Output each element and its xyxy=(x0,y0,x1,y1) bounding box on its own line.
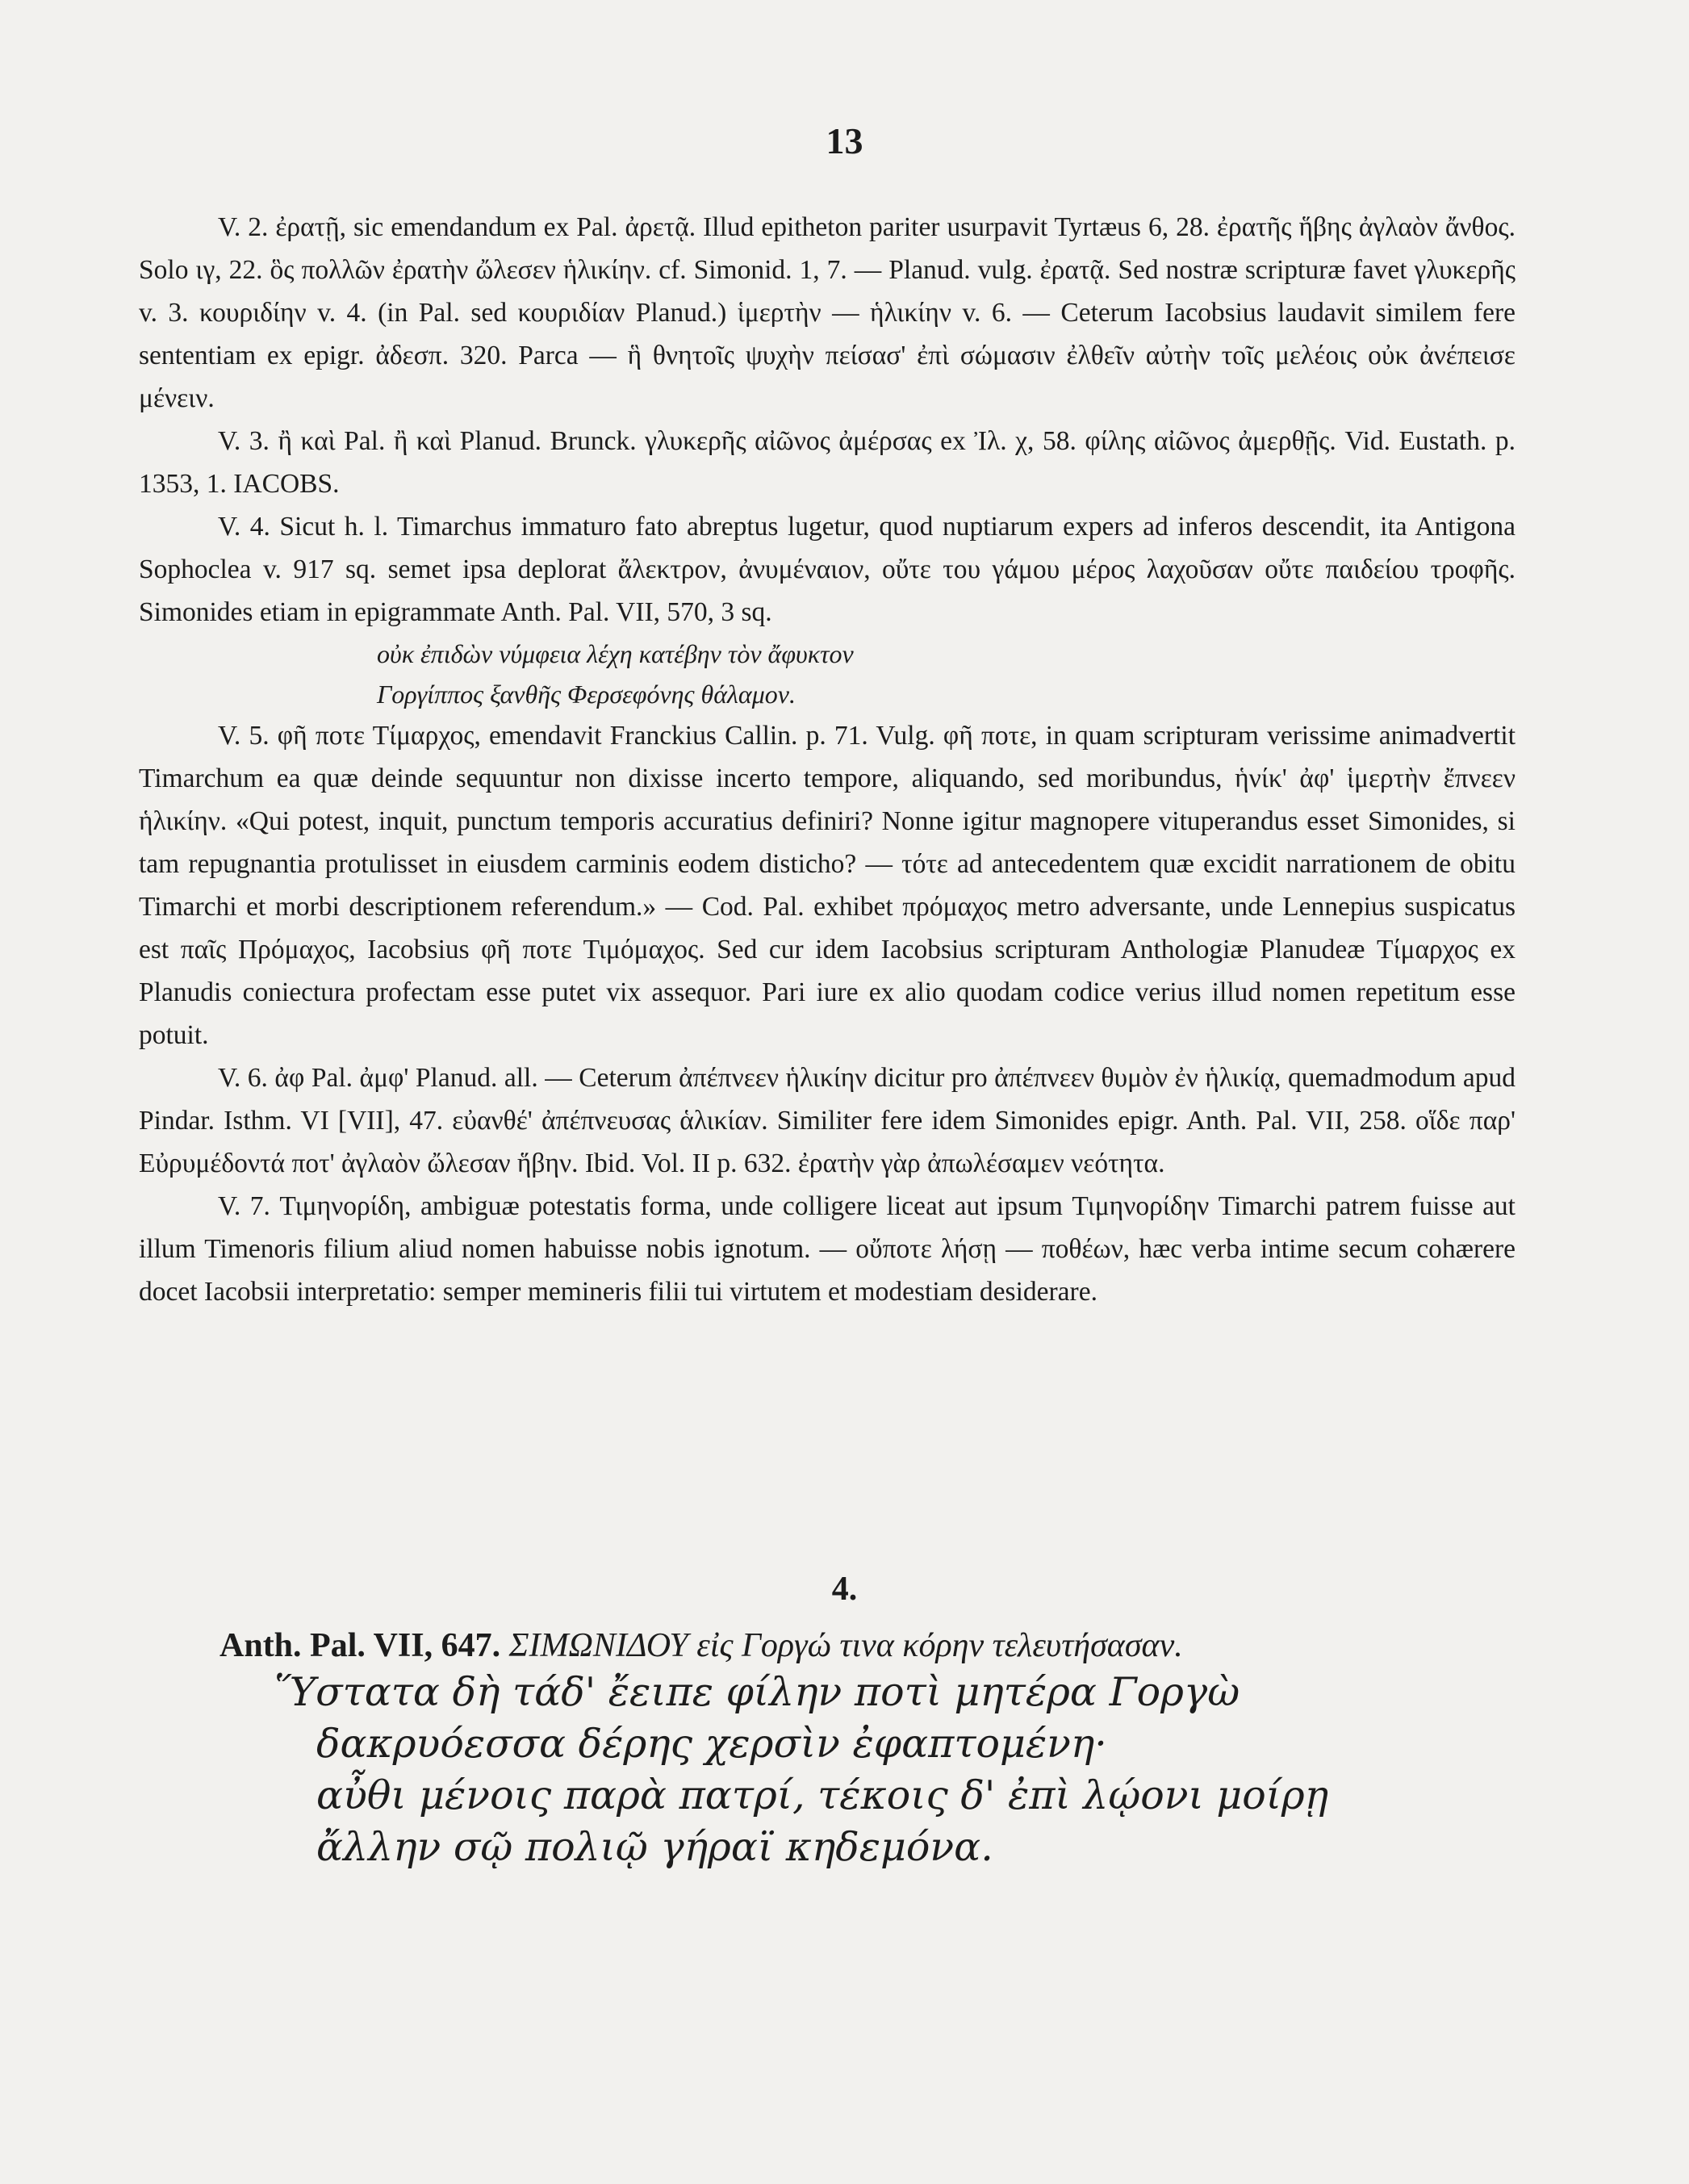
note-v2: V. 2. ἐρατῇ, sic emendandum ex Pal. ἀρετᾷ. Illud epitheton pariter usurpavit Tyrtæus 6, 28. ἐρατῆς ἥβης ἀγλαὸν ἄνθος. Solo ιγ, 22. ὃς πολλῶν ἐρατὴν ὤλεσεν ἡλικίην. cf. Simonid. 1, 7. — Planud. vulg. ἐρατᾷ. Sed nostræ scripturæ favet γλυκερῆς v. 3. κουριδίην v. 4. (in Pal. sed κουριδίαν Planud.) ἱμερτὴν — ἡλικίην v. 6. — Ceterum Iacobsius laudavit similem fere sententiam ex epigr. ἀδεσπ. 320. Parca — ἣ θνητοῖς ψυχὴν πείσασ' ἐπὶ σώμασιν ἐλθεῖν αὐτὴν τοῖς μελέοις οὐκ ἀνέπεισε μένειν. xyxy=(139,212,1516,413)
epigram-number: 4. xyxy=(831,1571,858,1608)
epigram-title: ΣΙΜΩΝΙΔΟΥ εἰς Γοργώ τινα κόρην τελευτήσασαν. xyxy=(508,1627,1183,1664)
note-v7: V. 7. Τιμηνορίδη, ambiguæ potestatis forma, unde colligere liceat aut ipsum Τιμηνορίδην Timarchi patrem fuisse aut illum Timenoris filium aliud nomen habuisse nobis ignotum. — οὔποτε λήσῃ — ποθέων, hæc verba intime secum cohærere docet Iacobsii interpretatio: semper memineris filii tui virtutem et modestiam desiderare. xyxy=(139,1191,1516,1307)
note-v4: V. 4. Sicut h. l. Timarchus immaturo fato abreptus lugetur, quod nuptiarum expers ad inferos descendit, ita Antigona Sophoclea v. 917 sq. semet ipsa deplorat ἄλεκτρον, ἀνυμέναιον, οὔτε του γάμου μέρος λαχοῦσαν οὔτε παιδείου τροφῆς. Simonides etiam in epigrammate Anth. Pal. VII, 570, 3 sq. xyxy=(139,512,1516,627)
verse-line: αὖθι μένοις παρὰ πατρί, τέκοις δ' ἐπὶ λῴονι μοίρῃ xyxy=(316,1772,1329,1818)
epigram-heading xyxy=(219,1626,1511,1665)
verse-line: ἄλλην σῷ πολιῷ γήραϊ κηδεμόνα. xyxy=(316,1824,993,1870)
note-v5: V. 5. φῆ ποτε Τίμαρχος, emendavit Franckius Callin. p. 71. Vulg. φῆ ποτε, in quam scripturam verissime animadvertit Timarchum ea quæ deinde sequuntur non dixisse incerto tempore, aliquando, sed moribundus, ἡνίκ' ἀφ' ἱμερτὴν ἔπνεεν ἡλικίην. «Qui potest, inquit, punctum temporis accuratius definiri? Nonne igitur magnopere vituperandus esset Simonides, si tam repugnantia protulisset in eiusdem carminis eodem disticho? — τότε ad antecedentem quæ excidit narrationem de obitu Timarchi et morbi descriptionem referendum.» — Cod. Pal. exhibet πρόμαχος metro adversante, unde Lennepius suspicatus est παῖς Πρόμαχος, Iacobsius φῆ ποτε Τιμόμαχος. Sed cur idem Iacobsius scripturam Anthologiæ Planudeæ Τίμαρχος ex Planudis coniectura profectam esse putet vix assequor. Pari iure ex alio quodam codice verius illud nomen repetitum esse potuit. xyxy=(139,721,1516,1050)
verse-line: Ὕστατα δὴ τάδ' ἔειπε φίλην ποτὶ μητέρα Γοργὼ xyxy=(274,1669,1240,1715)
quote-line: Γοργίππος ξανθῆς Φερσεφόνης θάλαμον. xyxy=(377,680,796,709)
commentary xyxy=(139,206,1516,1313)
verse-line: δακρυόεσσα δέρης χερσὶν ἐφαπτομένη· xyxy=(316,1721,1107,1767)
note-v6: V. 6. ἀφ Pal. ἀμφ' Planud. all. — Ceterum ἀπέπνεεν ἡλικίην dicitur pro ἀπέπνεεν θυμὸν ἐν ἡλικίᾳ, quemadmodum apud Pindar. Isthm. VI [VII], 47. εὐανθέ' ἀπέπνευσας ἁλικίαν. Similiter fere idem Simonides epigr. Anth. Pal. VII, 258. οἵδε παρ' Εὐρυμέδοντά ποτ' ἀγλαὸν ὤλεσαν ἥβην. Ibid. Vol. II p. 632. ἐρατὴν γὰρ ἀπωλέσαμεν νεότητα. xyxy=(139,1063,1516,1178)
epigram-reference: Anth. Pal. VII, 647. xyxy=(219,1627,501,1664)
note-v3: V. 3. ἢ καὶ Pal. ἢ καὶ Planud. Brunck. γλυκερῆς αἰῶνος ἀμέρσας ex Ἰλ. χ, 58. φίλης αἰῶνος ἀμερθῇς. Vid. Eustath. p. 1353, 1. IACOBS. xyxy=(139,426,1516,499)
page-number: 13 xyxy=(826,120,863,161)
quote-line: οὐκ ἐπιδὼν νύμφεια λέχη κατέβην τὸν ἄφυκτον xyxy=(377,639,854,668)
